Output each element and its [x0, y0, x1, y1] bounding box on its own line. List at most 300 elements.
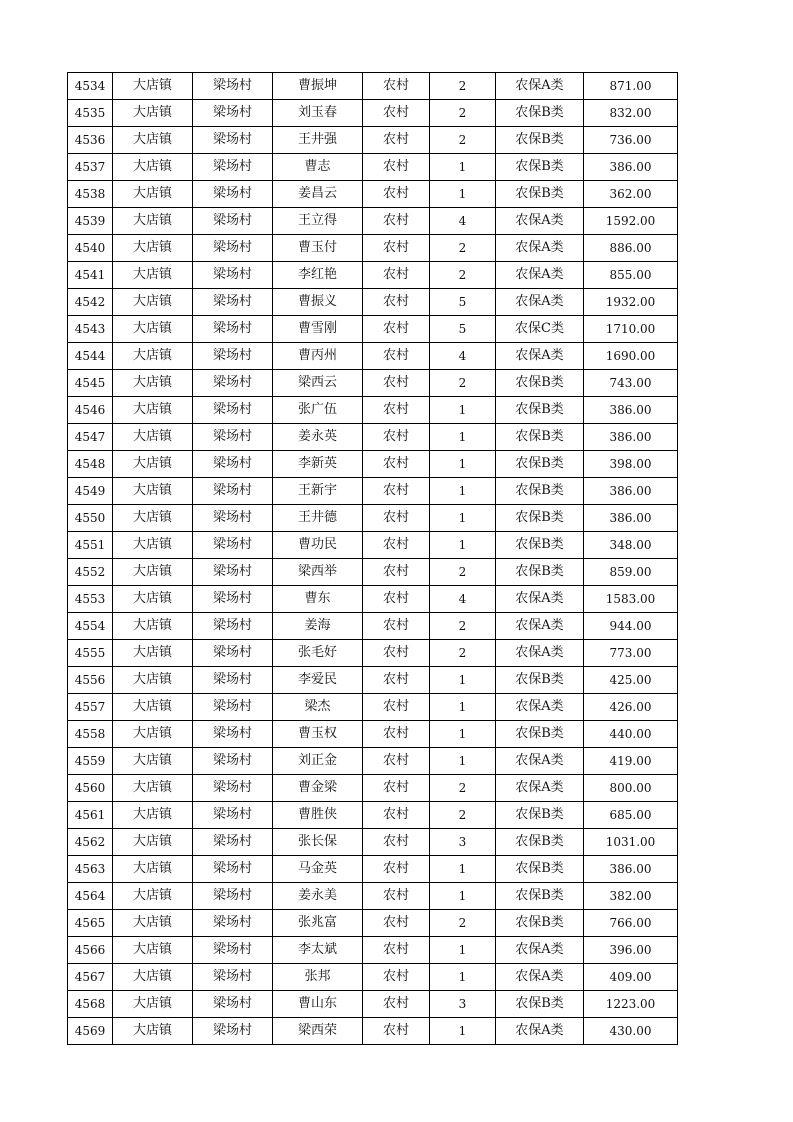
cell-village: 梁场村 [193, 829, 273, 856]
cell-village: 梁场村 [193, 559, 273, 586]
cell-person-name: 姜海 [273, 613, 363, 640]
cell-village: 梁场村 [193, 775, 273, 802]
cell-insurance-category: 农保A类 [496, 235, 584, 262]
cell-town: 大店镇 [113, 1018, 193, 1045]
cell-row-id: 4566 [68, 937, 113, 964]
table-row [68, 451, 678, 478]
table-row [68, 748, 678, 775]
cell-household-size: 1 [430, 154, 496, 181]
cell-household-size: 1 [430, 748, 496, 775]
cell-town: 大店镇 [113, 586, 193, 613]
cell-town: 大店镇 [113, 910, 193, 937]
cell-person-name: 曹振坤 [273, 73, 363, 100]
cell-row-id: 4552 [68, 559, 113, 586]
table-row [68, 262, 678, 289]
cell-amount: 348.00 [584, 532, 678, 559]
cell-insurance-category: 农保A类 [496, 937, 584, 964]
cell-amount: 386.00 [584, 424, 678, 451]
cell-row-id: 4563 [68, 856, 113, 883]
cell-village: 梁场村 [193, 802, 273, 829]
cell-row-id: 4540 [68, 235, 113, 262]
cell-insurance-category: 农保B类 [496, 397, 584, 424]
cell-person-name: 曹丙州 [273, 343, 363, 370]
cell-village: 梁场村 [193, 505, 273, 532]
cell-amount: 871.00 [584, 73, 678, 100]
cell-household-size: 1 [430, 532, 496, 559]
cell-town: 大店镇 [113, 748, 193, 775]
table-row [68, 640, 678, 667]
cell-village: 梁场村 [193, 154, 273, 181]
cell-person-name: 梁西举 [273, 559, 363, 586]
cell-amount: 1932.00 [584, 289, 678, 316]
cell-household-type: 农村 [363, 613, 430, 640]
table-row [68, 208, 678, 235]
cell-village: 梁场村 [193, 991, 273, 1018]
cell-household-type: 农村 [363, 316, 430, 343]
cell-person-name: 张毛好 [273, 640, 363, 667]
cell-amount: 886.00 [584, 235, 678, 262]
cell-village: 梁场村 [193, 235, 273, 262]
cell-village: 梁场村 [193, 640, 273, 667]
cell-row-id: 4557 [68, 694, 113, 721]
cell-town: 大店镇 [113, 181, 193, 208]
cell-town: 大店镇 [113, 478, 193, 505]
cell-village: 梁场村 [193, 667, 273, 694]
data-table [67, 72, 678, 1045]
cell-amount: 398.00 [584, 451, 678, 478]
cell-row-id: 4561 [68, 802, 113, 829]
cell-village: 梁场村 [193, 883, 273, 910]
table-row [68, 289, 678, 316]
cell-person-name: 马金英 [273, 856, 363, 883]
cell-household-size: 5 [430, 289, 496, 316]
cell-row-id: 4538 [68, 181, 113, 208]
cell-person-name: 李红艳 [273, 262, 363, 289]
cell-insurance-category: 农保A类 [496, 262, 584, 289]
cell-town: 大店镇 [113, 505, 193, 532]
cell-row-id: 4547 [68, 424, 113, 451]
cell-row-id: 4569 [68, 1018, 113, 1045]
cell-household-type: 农村 [363, 532, 430, 559]
cell-household-type: 农村 [363, 829, 430, 856]
table-row [68, 775, 678, 802]
cell-town: 大店镇 [113, 316, 193, 343]
cell-household-size: 1 [430, 694, 496, 721]
cell-person-name: 刘正金 [273, 748, 363, 775]
cell-amount: 419.00 [584, 748, 678, 775]
cell-insurance-category: 农保B类 [496, 856, 584, 883]
cell-town: 大店镇 [113, 235, 193, 262]
cell-town: 大店镇 [113, 289, 193, 316]
cell-insurance-category: 农保B类 [496, 829, 584, 856]
cell-row-id: 4546 [68, 397, 113, 424]
cell-town: 大店镇 [113, 829, 193, 856]
cell-town: 大店镇 [113, 343, 193, 370]
cell-row-id: 4553 [68, 586, 113, 613]
cell-person-name: 李爱民 [273, 667, 363, 694]
cell-person-name: 曹玉权 [273, 721, 363, 748]
cell-amount: 736.00 [584, 127, 678, 154]
cell-household-type: 农村 [363, 721, 430, 748]
cell-household-size: 2 [430, 910, 496, 937]
cell-row-id: 4548 [68, 451, 113, 478]
cell-row-id: 4554 [68, 613, 113, 640]
cell-town: 大店镇 [113, 127, 193, 154]
cell-amount: 386.00 [584, 154, 678, 181]
cell-household-size: 1 [430, 964, 496, 991]
cell-amount: 396.00 [584, 937, 678, 964]
cell-household-type: 农村 [363, 235, 430, 262]
cell-village: 梁场村 [193, 1018, 273, 1045]
cell-household-type: 农村 [363, 451, 430, 478]
cell-amount: 1690.00 [584, 343, 678, 370]
table-row [68, 100, 678, 127]
cell-household-type: 农村 [363, 127, 430, 154]
cell-row-id: 4537 [68, 154, 113, 181]
cell-town: 大店镇 [113, 559, 193, 586]
cell-household-type: 农村 [363, 154, 430, 181]
cell-town: 大店镇 [113, 775, 193, 802]
cell-insurance-category: 农保B类 [496, 559, 584, 586]
cell-person-name: 王立得 [273, 208, 363, 235]
cell-town: 大店镇 [113, 424, 193, 451]
table-row [68, 127, 678, 154]
cell-amount: 430.00 [584, 1018, 678, 1045]
cell-person-name: 曹志 [273, 154, 363, 181]
cell-person-name: 曹振义 [273, 289, 363, 316]
cell-town: 大店镇 [113, 154, 193, 181]
table-body [68, 73, 678, 1045]
table-row [68, 424, 678, 451]
table-row [68, 73, 678, 100]
cell-household-type: 农村 [363, 397, 430, 424]
table-row [68, 181, 678, 208]
cell-insurance-category: 农保B类 [496, 883, 584, 910]
cell-village: 梁场村 [193, 937, 273, 964]
cell-village: 梁场村 [193, 721, 273, 748]
table-row [68, 883, 678, 910]
cell-insurance-category: 农保B类 [496, 370, 584, 397]
table-row [68, 316, 678, 343]
cell-amount: 386.00 [584, 478, 678, 505]
cell-village: 梁场村 [193, 613, 273, 640]
cell-town: 大店镇 [113, 667, 193, 694]
table-row [68, 235, 678, 262]
cell-row-id: 4558 [68, 721, 113, 748]
cell-village: 梁场村 [193, 451, 273, 478]
cell-household-type: 农村 [363, 262, 430, 289]
cell-village: 梁场村 [193, 100, 273, 127]
cell-town: 大店镇 [113, 991, 193, 1018]
cell-village: 梁场村 [193, 73, 273, 100]
cell-village: 梁场村 [193, 586, 273, 613]
cell-town: 大店镇 [113, 451, 193, 478]
cell-amount: 773.00 [584, 640, 678, 667]
cell-town: 大店镇 [113, 721, 193, 748]
table-row [68, 370, 678, 397]
cell-person-name: 刘玉春 [273, 100, 363, 127]
table-row [68, 667, 678, 694]
table-row [68, 937, 678, 964]
cell-insurance-category: 农保A类 [496, 613, 584, 640]
cell-row-id: 4568 [68, 991, 113, 1018]
cell-insurance-category: 农保B类 [496, 910, 584, 937]
cell-amount: 362.00 [584, 181, 678, 208]
cell-insurance-category: 农保B类 [496, 127, 584, 154]
cell-household-size: 1 [430, 451, 496, 478]
cell-household-size: 1 [430, 181, 496, 208]
cell-row-id: 4535 [68, 100, 113, 127]
cell-insurance-category: 农保C类 [496, 316, 584, 343]
cell-amount: 382.00 [584, 883, 678, 910]
cell-village: 梁场村 [193, 343, 273, 370]
cell-household-type: 农村 [363, 1018, 430, 1045]
cell-row-id: 4556 [68, 667, 113, 694]
cell-row-id: 4545 [68, 370, 113, 397]
cell-row-id: 4567 [68, 964, 113, 991]
cell-amount: 832.00 [584, 100, 678, 127]
cell-row-id: 4536 [68, 127, 113, 154]
cell-household-type: 农村 [363, 559, 430, 586]
cell-town: 大店镇 [113, 100, 193, 127]
cell-village: 梁场村 [193, 289, 273, 316]
cell-village: 梁场村 [193, 424, 273, 451]
cell-row-id: 4542 [68, 289, 113, 316]
cell-insurance-category: 农保B类 [496, 451, 584, 478]
cell-household-size: 2 [430, 640, 496, 667]
cell-person-name: 王井德 [273, 505, 363, 532]
cell-household-type: 农村 [363, 505, 430, 532]
cell-household-type: 农村 [363, 775, 430, 802]
cell-village: 梁场村 [193, 748, 273, 775]
cell-insurance-category: 农保A类 [496, 748, 584, 775]
cell-household-size: 2 [430, 262, 496, 289]
cell-household-size: 2 [430, 73, 496, 100]
cell-row-id: 4534 [68, 73, 113, 100]
cell-village: 梁场村 [193, 127, 273, 154]
cell-person-name: 曹雪刚 [273, 316, 363, 343]
cell-household-size: 1 [430, 667, 496, 694]
cell-amount: 425.00 [584, 667, 678, 694]
table-row [68, 154, 678, 181]
cell-village: 梁场村 [193, 316, 273, 343]
cell-household-type: 农村 [363, 694, 430, 721]
cell-insurance-category: 农保A类 [496, 73, 584, 100]
cell-insurance-category: 农保A类 [496, 640, 584, 667]
cell-insurance-category: 农保A类 [496, 289, 584, 316]
cell-household-size: 2 [430, 613, 496, 640]
cell-household-size: 5 [430, 316, 496, 343]
cell-person-name: 曹东 [273, 586, 363, 613]
cell-town: 大店镇 [113, 640, 193, 667]
cell-person-name: 姜永英 [273, 424, 363, 451]
cell-household-size: 1 [430, 883, 496, 910]
cell-row-id: 4565 [68, 910, 113, 937]
cell-amount: 1031.00 [584, 829, 678, 856]
cell-town: 大店镇 [113, 262, 193, 289]
cell-amount: 800.00 [584, 775, 678, 802]
cell-row-id: 4560 [68, 775, 113, 802]
cell-household-type: 农村 [363, 910, 430, 937]
table-row [68, 613, 678, 640]
cell-amount: 386.00 [584, 397, 678, 424]
cell-village: 梁场村 [193, 397, 273, 424]
cell-person-name: 张兆富 [273, 910, 363, 937]
cell-insurance-category: 农保B类 [496, 532, 584, 559]
cell-household-type: 农村 [363, 667, 430, 694]
cell-insurance-category: 农保A类 [496, 208, 584, 235]
cell-town: 大店镇 [113, 883, 193, 910]
cell-amount: 859.00 [584, 559, 678, 586]
cell-person-name: 王井强 [273, 127, 363, 154]
table-row [68, 964, 678, 991]
table-row [68, 721, 678, 748]
table-row [68, 559, 678, 586]
cell-insurance-category: 农保A类 [496, 775, 584, 802]
cell-person-name: 梁西荣 [273, 1018, 363, 1045]
table-row [68, 586, 678, 613]
cell-person-name: 李太斌 [273, 937, 363, 964]
cell-household-type: 农村 [363, 748, 430, 775]
cell-household-size: 4 [430, 208, 496, 235]
cell-insurance-category: 农保B类 [496, 802, 584, 829]
cell-town: 大店镇 [113, 397, 193, 424]
table-row [68, 802, 678, 829]
cell-row-id: 4555 [68, 640, 113, 667]
cell-row-id: 4539 [68, 208, 113, 235]
cell-person-name: 张广伍 [273, 397, 363, 424]
cell-town: 大店镇 [113, 613, 193, 640]
cell-insurance-category: 农保B类 [496, 721, 584, 748]
cell-amount: 386.00 [584, 505, 678, 532]
cell-person-name: 姜昌云 [273, 181, 363, 208]
cell-village: 梁场村 [193, 208, 273, 235]
cell-household-type: 农村 [363, 856, 430, 883]
cell-household-size: 2 [430, 559, 496, 586]
cell-village: 梁场村 [193, 964, 273, 991]
cell-household-type: 农村 [363, 586, 430, 613]
cell-town: 大店镇 [113, 856, 193, 883]
cell-household-size: 1 [430, 397, 496, 424]
cell-row-id: 4551 [68, 532, 113, 559]
cell-town: 大店镇 [113, 937, 193, 964]
cell-row-id: 4541 [68, 262, 113, 289]
cell-row-id: 4564 [68, 883, 113, 910]
cell-village: 梁场村 [193, 694, 273, 721]
cell-village: 梁场村 [193, 910, 273, 937]
cell-household-size: 1 [430, 856, 496, 883]
cell-insurance-category: 农保A类 [496, 586, 584, 613]
cell-amount: 766.00 [584, 910, 678, 937]
cell-household-size: 4 [430, 586, 496, 613]
cell-insurance-category: 农保B类 [496, 424, 584, 451]
cell-household-type: 农村 [363, 370, 430, 397]
cell-household-size: 1 [430, 1018, 496, 1045]
cell-insurance-category: 农保B类 [496, 991, 584, 1018]
cell-person-name: 曹金梁 [273, 775, 363, 802]
cell-town: 大店镇 [113, 802, 193, 829]
cell-insurance-category: 农保B类 [496, 478, 584, 505]
cell-town: 大店镇 [113, 694, 193, 721]
cell-person-name: 曹功民 [273, 532, 363, 559]
cell-row-id: 4559 [68, 748, 113, 775]
cell-village: 梁场村 [193, 181, 273, 208]
cell-amount: 409.00 [584, 964, 678, 991]
cell-household-type: 农村 [363, 100, 430, 127]
table-row [68, 343, 678, 370]
table-row [68, 856, 678, 883]
table-row [68, 991, 678, 1018]
cell-person-name: 张邦 [273, 964, 363, 991]
table-row [68, 910, 678, 937]
cell-amount: 1710.00 [584, 316, 678, 343]
cell-row-id: 4562 [68, 829, 113, 856]
cell-person-name: 李新英 [273, 451, 363, 478]
cell-amount: 855.00 [584, 262, 678, 289]
cell-insurance-category: 农保B类 [496, 154, 584, 181]
cell-household-size: 2 [430, 127, 496, 154]
table-row [68, 532, 678, 559]
cell-household-type: 农村 [363, 478, 430, 505]
cell-household-type: 农村 [363, 208, 430, 235]
cell-insurance-category: 农保B类 [496, 181, 584, 208]
cell-household-type: 农村 [363, 343, 430, 370]
cell-amount: 426.00 [584, 694, 678, 721]
cell-person-name: 姜永美 [273, 883, 363, 910]
cell-amount: 944.00 [584, 613, 678, 640]
cell-household-type: 农村 [363, 991, 430, 1018]
cell-person-name: 梁杰 [273, 694, 363, 721]
cell-village: 梁场村 [193, 856, 273, 883]
cell-row-id: 4543 [68, 316, 113, 343]
cell-insurance-category: 农保A类 [496, 964, 584, 991]
cell-household-size: 2 [430, 775, 496, 802]
table-row [68, 1018, 678, 1045]
cell-person-name: 梁西云 [273, 370, 363, 397]
cell-insurance-category: 农保A类 [496, 343, 584, 370]
table-row [68, 397, 678, 424]
cell-household-size: 3 [430, 829, 496, 856]
cell-household-type: 农村 [363, 640, 430, 667]
cell-household-type: 农村 [363, 883, 430, 910]
cell-amount: 1592.00 [584, 208, 678, 235]
cell-person-name: 张长保 [273, 829, 363, 856]
cell-village: 梁场村 [193, 478, 273, 505]
cell-amount: 685.00 [584, 802, 678, 829]
cell-village: 梁场村 [193, 370, 273, 397]
cell-town: 大店镇 [113, 370, 193, 397]
cell-household-size: 1 [430, 478, 496, 505]
cell-amount: 386.00 [584, 856, 678, 883]
cell-household-size: 1 [430, 937, 496, 964]
cell-household-size: 1 [430, 424, 496, 451]
cell-person-name: 曹山东 [273, 991, 363, 1018]
cell-row-id: 4544 [68, 343, 113, 370]
cell-amount: 1223.00 [584, 991, 678, 1018]
cell-household-size: 3 [430, 991, 496, 1018]
cell-household-type: 农村 [363, 289, 430, 316]
cell-household-size: 2 [430, 235, 496, 262]
cell-amount: 743.00 [584, 370, 678, 397]
cell-household-type: 农村 [363, 802, 430, 829]
cell-insurance-category: 农保B类 [496, 505, 584, 532]
table-row [68, 478, 678, 505]
cell-household-size: 2 [430, 100, 496, 127]
cell-village: 梁场村 [193, 262, 273, 289]
cell-household-type: 农村 [363, 73, 430, 100]
cell-insurance-category: 农保B类 [496, 667, 584, 694]
table-row [68, 505, 678, 532]
